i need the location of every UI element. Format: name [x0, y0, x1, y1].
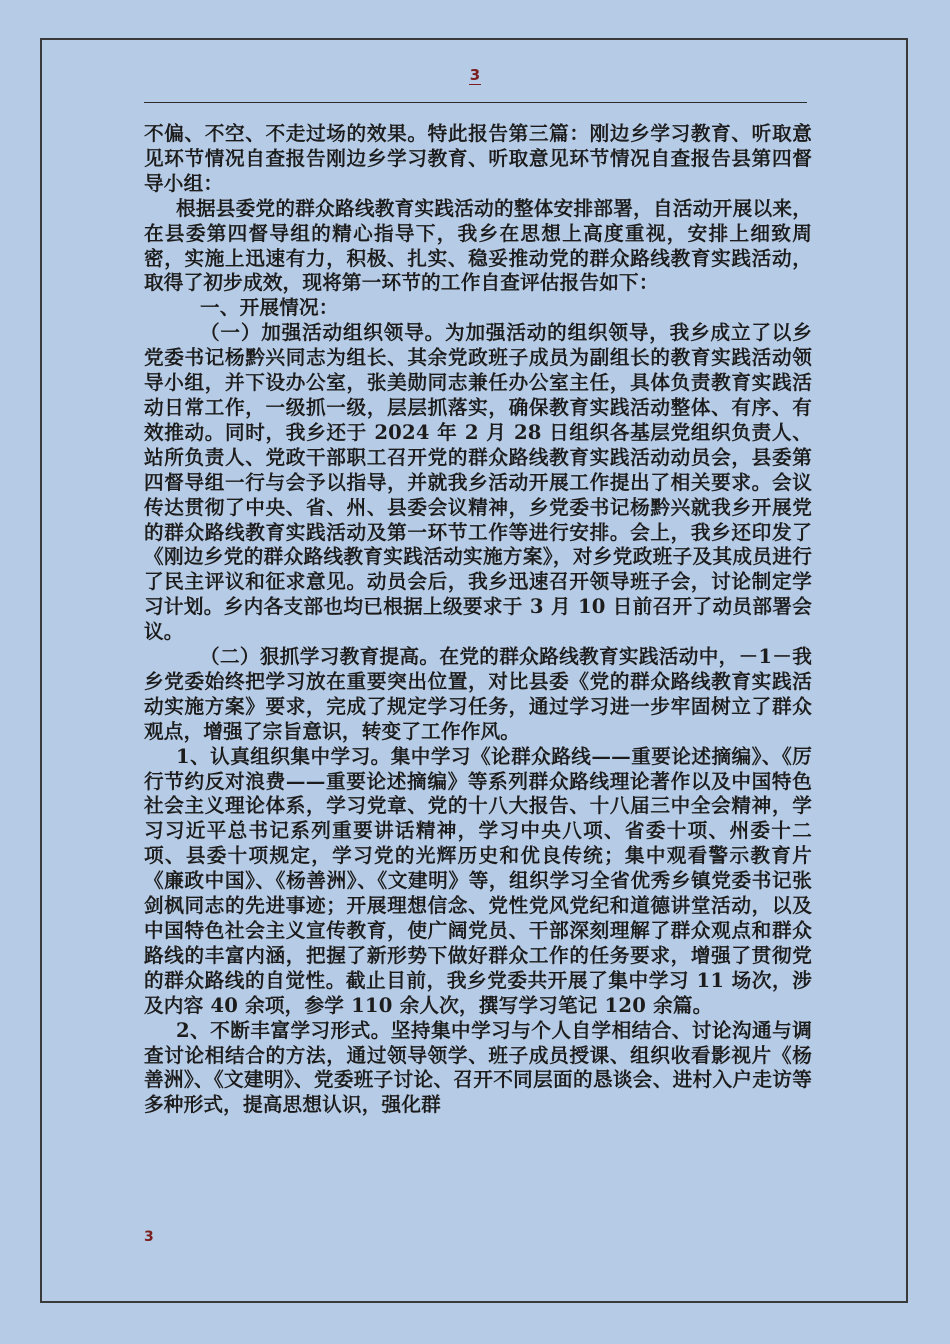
header-page-number-text: 3 — [469, 66, 481, 84]
section-heading-1: 一、开展情况： — [200, 296, 339, 320]
paragraph-background: 根据县委党的群众路线教育实践活动的整体安排部署，自活动开展以来，在县委第四督导组的精心指导下，我乡在思想上高度重视，安排上细致周密，实施上迅速有力，积极、扎实、稳妥推动党的群众路线教育实践活动，取得了初步成效，现将第一环节的工作自查评估报告如下： — [144, 196, 812, 295]
paragraph-collective-study: 1、认真组织集中学习。集中学习《论群众路线——重要论述摘编》、《厉行节约反对浪费——重要论述摘编》等系列群众路线理论著作以及中国特色社会主义理论体系，学习党章、党的十八大报告、十八届三中全会精神，学习习近平总书记系列重要讲话精神，学习中央八项、省委十项、州委十二项、县委十项规定，学习党的光辉历史和优良传统；集中观看警示教育片《廉政中国》、《杨善洲》、《文建明》等，组织学习全省优秀乡镇党委书记张剑枫同志的先进事迹；开展理想信念、党性党风党纪和道德讲堂活动，以及中国特色社会主义宣传教育，使广阔党员、干部深刻理解了群众观点和群众路线的丰富内涵，把握了新形势下做好群众工作的任务要求，增强了贯彻党的群众路线的自觉性。截止目前，我乡党委共开展了集中学习 11 场次，涉及内容 40 余项，参学 110 余人次，撰写学习笔记 120 余篇。 — [144, 744, 812, 1017]
paragraph-organization: （一）加强活动组织领导。为加强活动的组织领导，我乡成立了以乡党委书记杨黔兴同志为组长、其余党政班子成员为副组长的教育实践活动领导小组，并下设办公室，张美勋同志兼任办公室主任，具体负责教育实践活动日常工作，一级抓一级，层层抓落实，确保教育实践活动整体、有序、有效推动。同时，我乡还于 2024 年 2 月 28 日组织各基层党组织负责人、站所负责人、党政干部职工召开党的群众路线教育实践活动动员会，县委第四督导组一行与会予以指导，并就我乡活动开展工作提出了相关要求。会议传达贯彻了中央、省、州、县委会议精神，乡党委书记杨黔兴就我乡开展党的群众路线教育实践活动及第一环节工作等进行安排。会上，我乡还印发了《刚边乡党的群众路线教育实践活动实施方案》，对乡党政班子及其成员进行了民主评议和征求意见。动员会后，我乡迅速召开领导班子会，讨论制定学习计划。乡内各支部也均已根据上级要求于 3 月 10 日前召开了动员部署会议。 — [144, 321, 812, 644]
document-body — [144, 122, 812, 1118]
header-page-number — [0, 66, 950, 85]
paragraph-intro: 不偏、不空、不走过场的效果。特此报告第三篇：刚边乡学习教育、听取意见环节情况自查报告刚边乡学习教育、听取意见环节情况自查报告县第四督导小组： — [144, 122, 812, 195]
paragraph-study: （二）狠抓学习教育提高。在党的群众路线教育实践活动中，－1－我乡党委始终把学习放在重要突出位置，对比县委《党的群众路线教育实践活动实施方案》要求，完成了规定学习任务，通过学习进一步牢固树立了群众观点，增强了宗旨意识，转变了工作作风。 — [144, 645, 812, 743]
header-divider — [144, 102, 807, 103]
paragraph-study-forms: 2、不断丰富学习形式。坚持集中学习与个人自学相结合、讨论沟通与调查讨论相结合的方法，通过领导领学、班子成员授课、组织收看影视片《杨善洲》、《文建明》、党委班子讨论、召开不同层面的恳谈会、进村入户走访等多种形式，提高思想认识，强化群 — [144, 1018, 812, 1117]
footer-page-number: 3 — [144, 1229, 154, 1245]
